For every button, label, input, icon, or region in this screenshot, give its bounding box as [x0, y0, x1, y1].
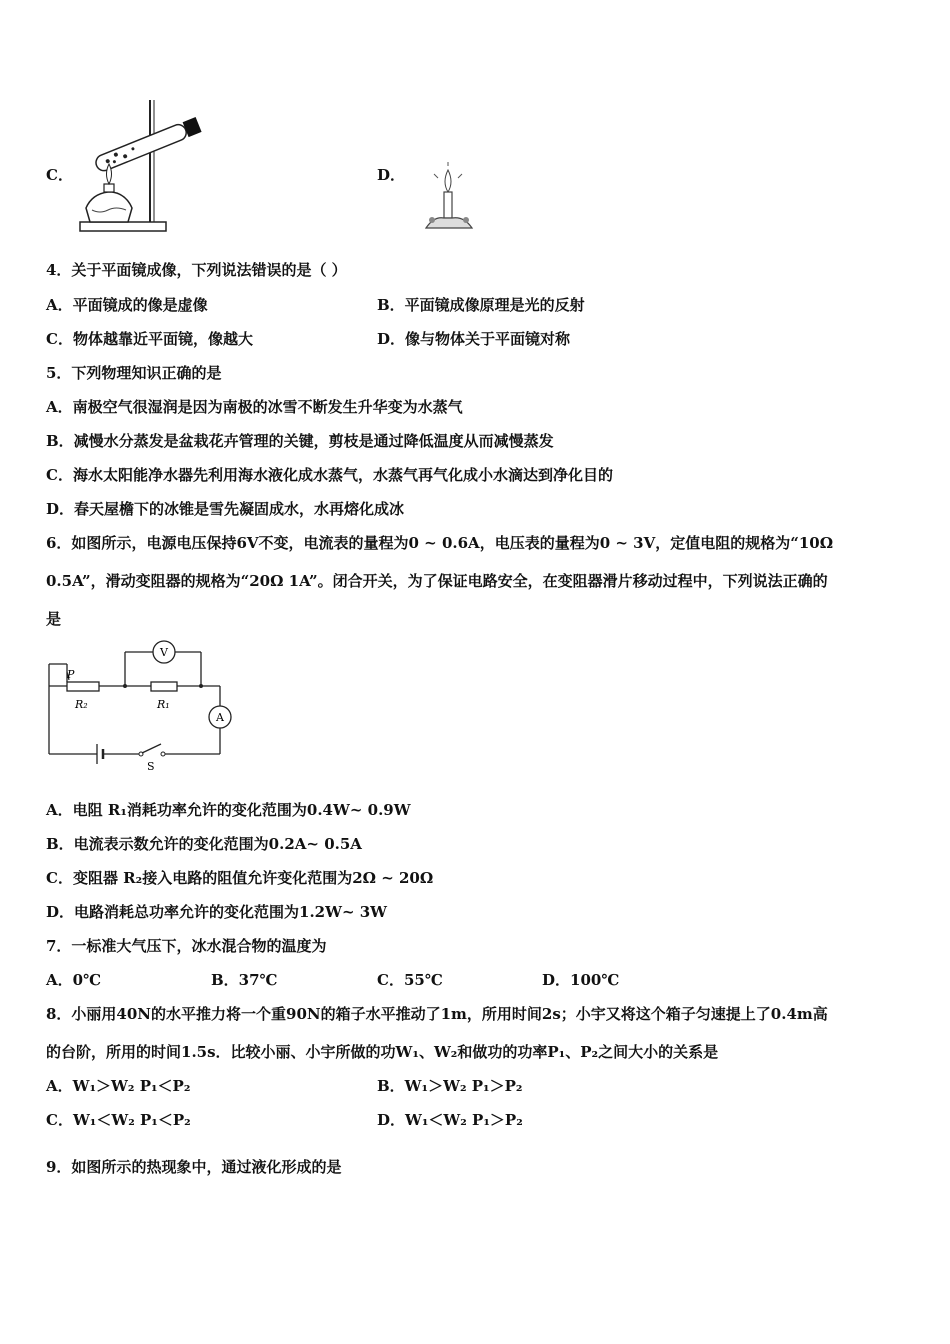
- voltmeter-label: V: [160, 646, 168, 659]
- slider-label: P: [67, 668, 75, 681]
- q7-stem: 7．一标准大气压下，冰水混合物的温度为: [46, 937, 327, 955]
- q6-option-d: D．电路消耗总功率允许的变化范围为1.2W~ 3W: [46, 903, 388, 921]
- q4-option-d: D．像与物体关于平面镜对称: [377, 330, 571, 348]
- q5-option-d: D．春天屋檐下的冰锥是雪先凝固成水，水再熔化成冰: [46, 500, 405, 518]
- q6-option-a: A．电阻 R₁消耗功率允许的变化范围为0.4W~ 0.9W: [46, 801, 411, 819]
- q8-option-c: C．W₁＜W₂ P₁＜P₂: [46, 1111, 191, 1129]
- q5-option-a: A．南极空气很湿润是因为南极的冰雪不断发生升华变为水蒸气: [46, 398, 463, 416]
- q3-option-c-label: C．: [46, 166, 73, 184]
- q7-option-c: C．55℃: [377, 971, 443, 989]
- q8-option-d: D．W₁＜W₂ P₁＞P₂: [377, 1111, 523, 1129]
- r1-label: R₁: [157, 698, 170, 711]
- switch-label: S: [147, 760, 155, 773]
- test-tube-apparatus-figure: [70, 98, 220, 238]
- q5-stem: 5．下列物理知识正确的是: [46, 364, 222, 382]
- q5-option-c: C．海水太阳能净水器先利用海水液化成水蒸气，水蒸气再气化成小水滴达到净化目的: [46, 466, 613, 484]
- q4-option-c: C．物体越靠近平面镜，像越大: [46, 330, 253, 348]
- q6-option-c: C．变阻器 R₂接入电路的阻值允许变化范围为2Ω ~ 20Ω: [46, 869, 434, 887]
- q6-stem-line3: 是: [46, 610, 62, 628]
- q6-option-b: B．电流表示数允许的变化范围为0.2A~ 0.5A: [46, 835, 362, 853]
- circuit-diagram: [45, 636, 235, 776]
- q8-stem-line1: 8．小丽用40N的水平推力将一个重90N的箱子水平推动了1m，所用时间2s；小宇又将这个箱子匀速提上了0.4m高: [46, 1005, 828, 1023]
- candle-figure: [418, 160, 478, 235]
- q7-option-b: B．37℃: [211, 971, 278, 989]
- r2-label: R₂: [75, 698, 88, 711]
- q7-option-d: D．100℃: [542, 971, 620, 989]
- q9-stem: 9．如图所示的热现象中，通过液化形成的是: [46, 1158, 342, 1176]
- q8-option-a: A．W₁＞W₂ P₁＜P₂: [46, 1077, 191, 1095]
- ammeter-label: A: [216, 711, 224, 724]
- q4-stem: 4．关于平面镜成像，下列说法错误的是（ ）: [46, 261, 347, 279]
- q7-option-a: A．0℃: [46, 971, 102, 989]
- q6-stem-line2: 0.5A”，滑动变阻器的规格为“20Ω 1A”。闭合开关，为了保证电路安全，在变阻器滑片移动过程中，下列说法正确的: [46, 572, 828, 590]
- q5-option-b: B．减慢水分蒸发是盆栽花卉管理的关键，剪枝是通过降低温度从而减慢蒸发: [46, 432, 554, 450]
- q8-stem-line2: 的台阶，所用的时间1.5s．比较小丽、小宇所做的功W₁、W₂和做功的功率P₁、P₂之间大小的关系是: [46, 1043, 719, 1061]
- q8-option-b: B．W₁＞W₂ P₁＞P₂: [377, 1077, 523, 1095]
- q6-stem-line1: 6．如图所示，电源电压保持6V不变，电流表的量程为0 ~ 0.6A，电压表的量程为0 ~ 3V，定值电阻的规格为“10Ω: [46, 534, 834, 552]
- q4-option-b: B．平面镜成像原理是光的反射: [377, 296, 585, 314]
- q3-option-d-label: D．: [377, 166, 406, 184]
- q4-option-a: A．平面镜成的像是虚像: [46, 296, 208, 314]
